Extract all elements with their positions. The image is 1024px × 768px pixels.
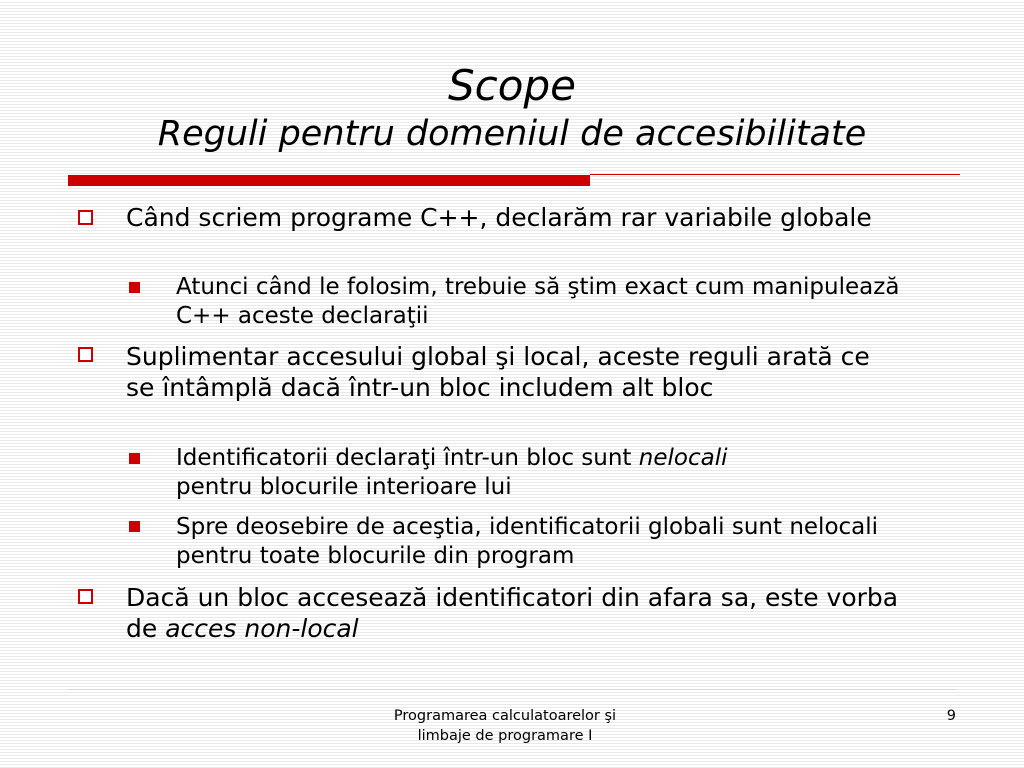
filled-square-bullet-icon <box>129 521 140 532</box>
bullet-3-emphasis: acces non-local <box>165 614 359 643</box>
slide-title <box>0 60 1024 156</box>
title-line-1: Scope <box>448 61 576 110</box>
hollow-square-bullet-icon <box>78 589 93 604</box>
filled-square-bullet-icon <box>129 453 140 464</box>
title-line-2: Reguli pentru domeniul de accesibilitate <box>157 114 867 154</box>
bullet-2-sub-2-text: Spre deosebire de aceştia, identificatorii globali sunt nelocali pentru toate blocurile din program <box>176 514 879 569</box>
page-number: 9 <box>946 708 956 724</box>
bullet-2-sub-1-text-before: Identificatorii declaraţi într-un bloc sunt <box>176 445 639 471</box>
hollow-square-bullet-icon <box>78 210 93 225</box>
footer-line-2: limbaje de programare I <box>417 728 593 744</box>
footer-course-title <box>340 706 670 746</box>
bullet-1-sub-1-text: Atunci când le folosim, trebuie să ştim exact cum manipulează C++ aceste declaraţii <box>176 274 900 329</box>
bullet-1-text: Când scriem programe C++, declarăm rar variabile globale <box>126 203 872 232</box>
bullet-3-text-before: Dacă un bloc accesează identificatori din afara sa, este vorba de <box>126 583 899 643</box>
title-rule-thin <box>590 174 960 175</box>
hollow-square-bullet-icon <box>78 347 93 362</box>
footer-rule <box>68 689 956 690</box>
bullet-2-text: Suplimentar accesului global şi local, aceste reguli arată ce se întâmplă dacă într-un bloc includem alt bloc <box>126 342 870 402</box>
title-rule-thick <box>68 175 590 186</box>
bullet-2-sub-1-text-after: pentru blocurile interioare lui <box>176 474 512 500</box>
bullet-2-sub-1-emphasis: nelocali <box>638 445 728 471</box>
bullet-3 <box>126 582 906 644</box>
filled-square-bullet-icon <box>129 282 140 293</box>
footer-line-1: Programarea calculatoarelor şi <box>393 708 617 724</box>
bullet-2-sub-1 <box>176 444 936 502</box>
